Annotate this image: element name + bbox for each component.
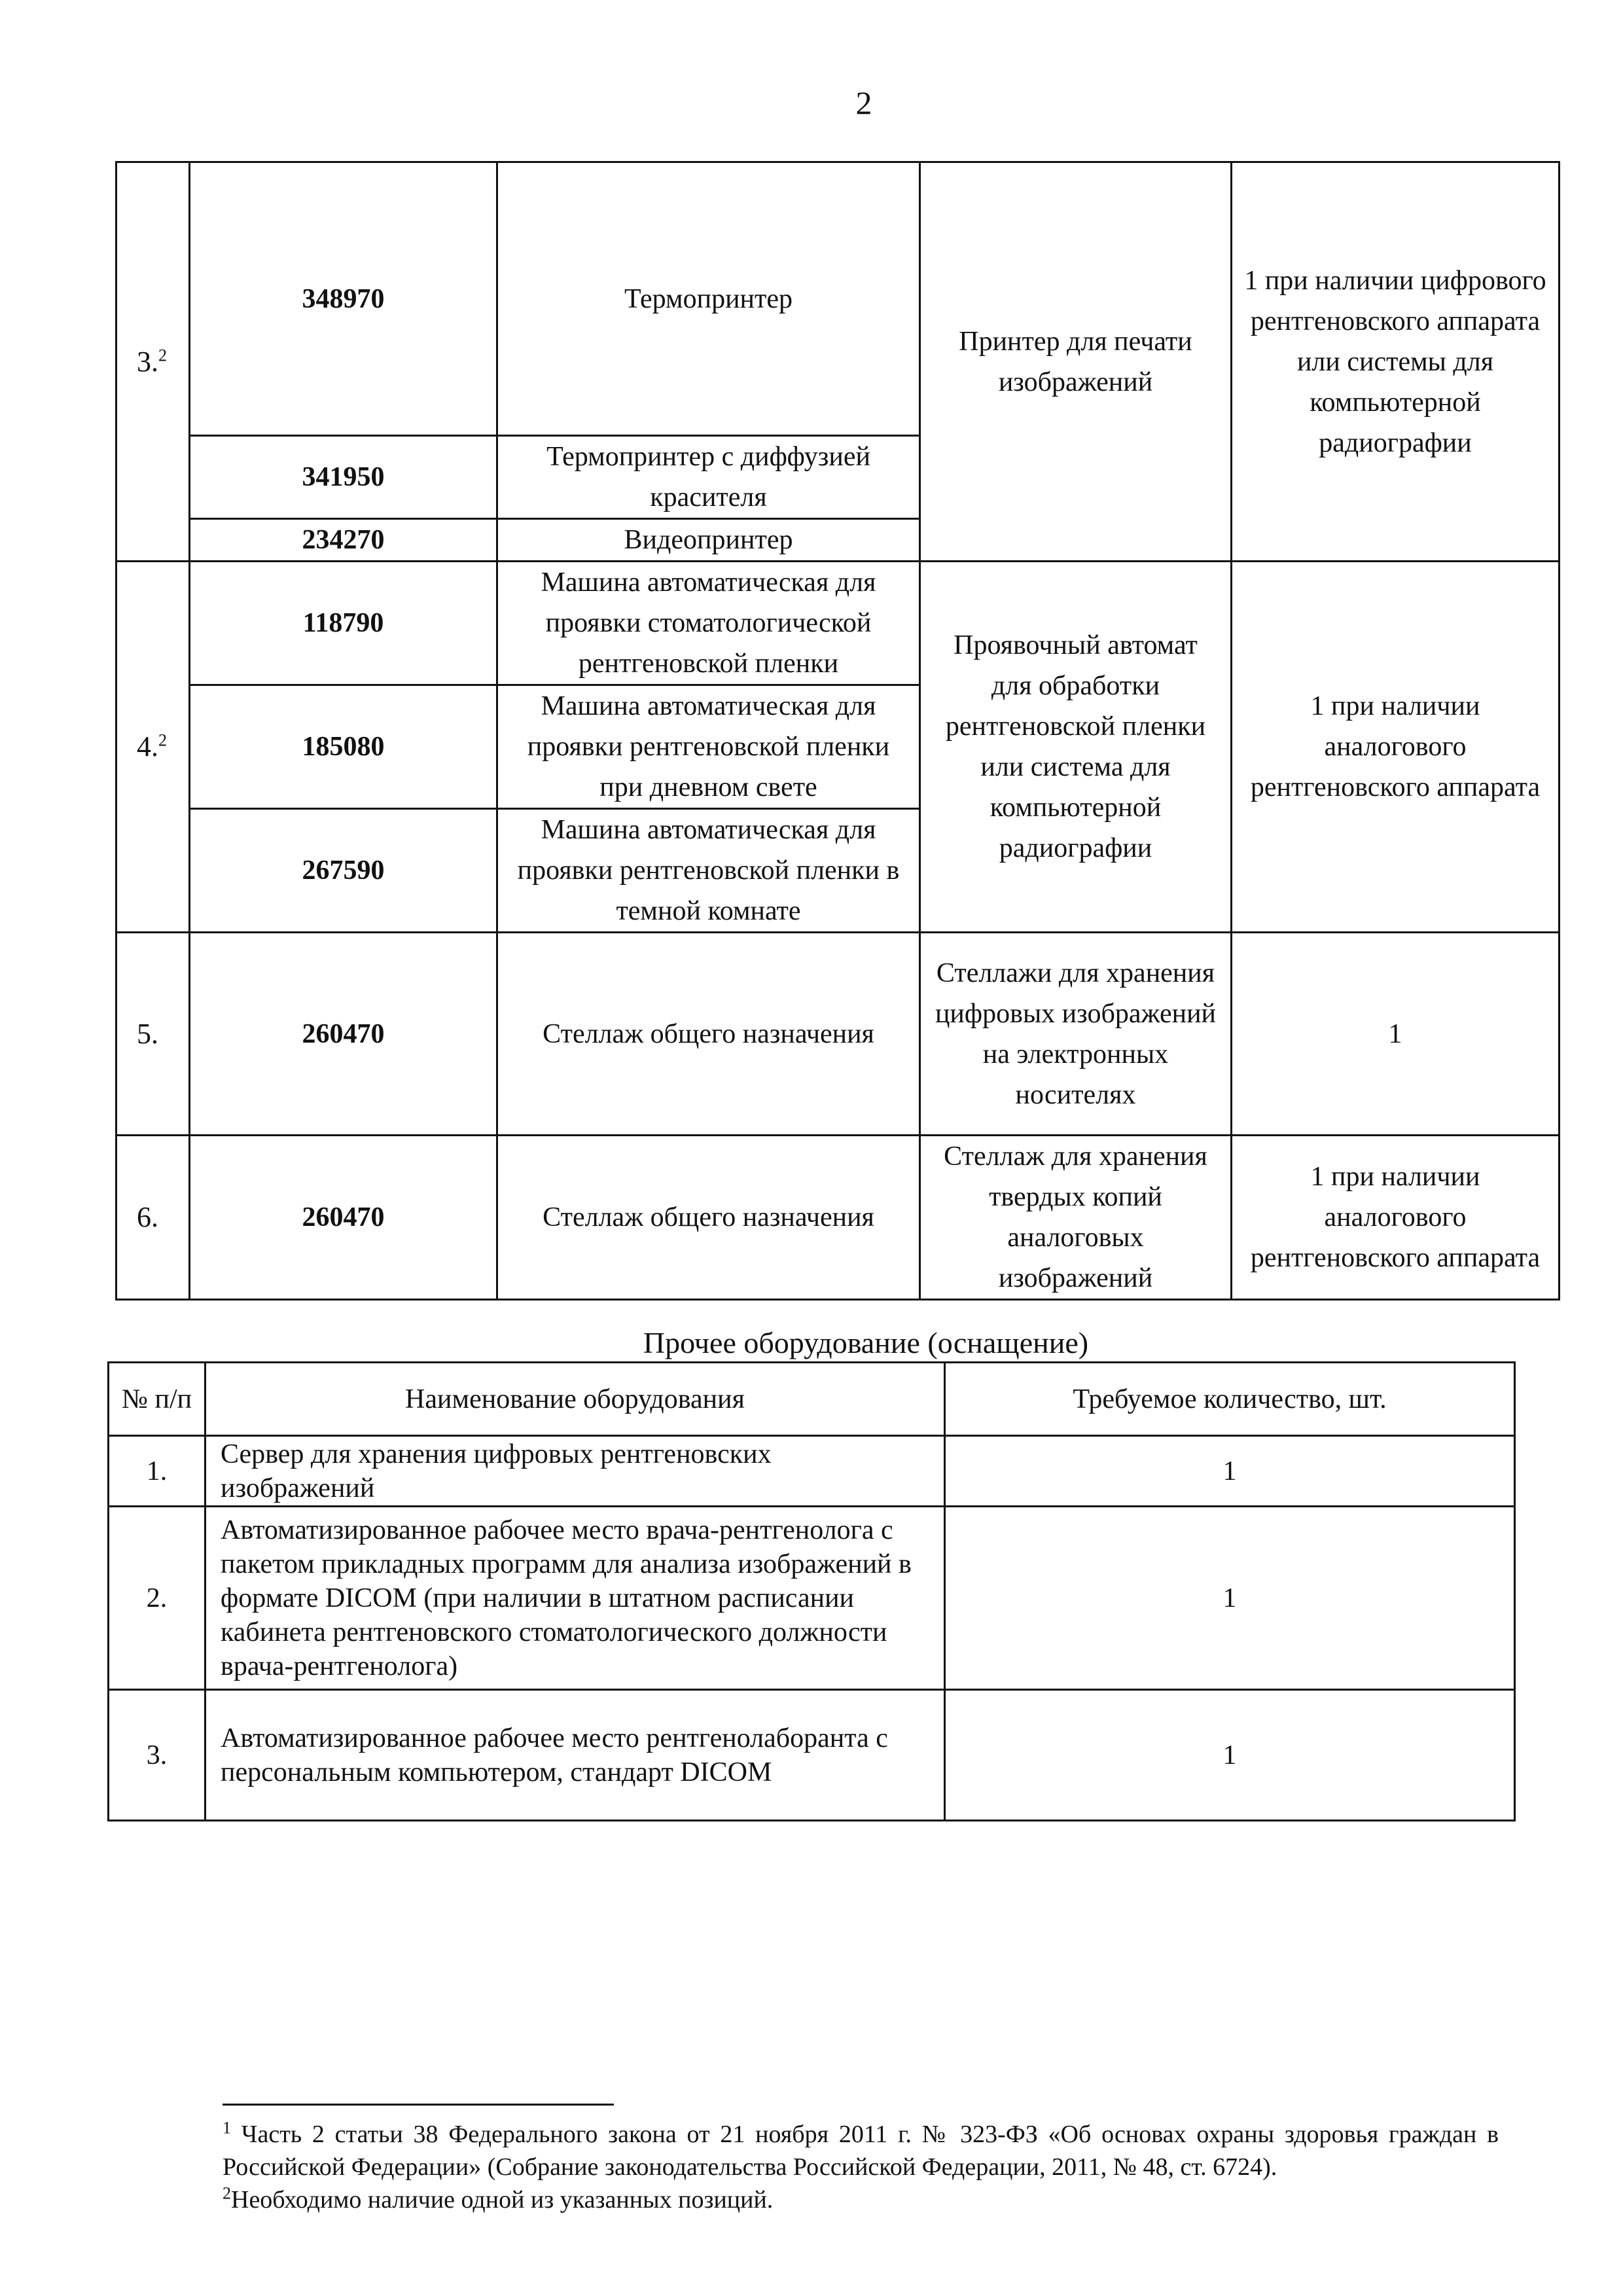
table-row xyxy=(116,162,1560,436)
equipment-quantity: 1 при наличии аналогового рентгеновского аппарата xyxy=(1232,1136,1560,1300)
equipment-code: 341950 xyxy=(190,436,497,519)
equipment-code: 118790 xyxy=(190,562,497,685)
table-header-row xyxy=(109,1363,1515,1436)
table-row xyxy=(116,933,1560,1136)
equipment-name: Сервер для хранения цифровых рентгеновских изображений xyxy=(205,1436,945,1507)
row-number: 4.$^2$ xyxy=(116,562,190,933)
header-qty: Требуемое количество, шт. xyxy=(945,1363,1515,1436)
equipment-name: Стеллаж общего назначения xyxy=(497,933,920,1136)
equipment-quantity: 1 xyxy=(945,1690,1515,1821)
equipment-name: Машина автоматическая для проявки рентгеновской пленки в темной комнате xyxy=(497,809,920,933)
equipment-table xyxy=(115,161,1560,1300)
row-number: 1. xyxy=(109,1436,205,1507)
equipment-code: 234270 xyxy=(190,519,497,562)
footnote-divider xyxy=(223,2104,614,2106)
page-number: 2 xyxy=(855,84,872,121)
row-number: 5. xyxy=(116,933,190,1136)
equipment-code: 260470 xyxy=(190,1136,497,1300)
header-num: № п/п xyxy=(109,1363,205,1436)
equipment-description: Проявочный автомат для обработки рентгеновской пленки или система для компьютерной радиографии xyxy=(920,562,1232,933)
equipment-description: Стеллажи для хранения цифровых изображений на электронных носителях xyxy=(920,933,1232,1136)
equipment-description: Стеллаж для хранения твердых копий аналоговых изображений xyxy=(920,1136,1232,1300)
table-row xyxy=(109,1690,1515,1821)
equipment-name: Автоматизированное рабочее место рентгенолаборанта с персональным компьютером, стандарт DICOM xyxy=(205,1690,945,1821)
equipment-code: 348970 xyxy=(190,162,497,436)
equipment-code: 260470 xyxy=(190,933,497,1136)
equipment-name: Машина автоматическая для проявки стоматологической рентгеновской пленки xyxy=(497,562,920,685)
table-row xyxy=(116,1136,1560,1300)
table-row xyxy=(109,1436,1515,1507)
section-title: Прочее оборудование (оснащение) xyxy=(643,1326,1089,1359)
table-row xyxy=(116,562,1560,685)
header-name: Наименование оборудования xyxy=(205,1363,945,1436)
equipment-name: Машина автоматическая для проявки рентгеновской пленки при дневном свете xyxy=(497,685,920,809)
footnote-2: $^2$Необходимо наличие одной из указанных позиций. xyxy=(223,2183,774,2214)
equipment-name: Термопринтер xyxy=(497,162,920,436)
equipment-name: Стеллаж общего назначения xyxy=(497,1136,920,1300)
equipment-quantity: 1 при наличии аналогового рентгеновского аппарата xyxy=(1232,562,1560,933)
equipment-code: 267590 xyxy=(190,809,497,933)
other-equipment-table xyxy=(107,1361,1516,1821)
equipment-code: 185080 xyxy=(190,685,497,809)
row-number: 6. xyxy=(116,1136,190,1300)
row-number: 3.$^2$ xyxy=(116,162,190,562)
footnote-1: $^1$ Часть 2 статьи 38 Федерального закона от 21 ноября 2011 г. № 323-ФЗ «Об основах охраны здоровья граждан в Российской Федерации» (Собрание законодательства Российской Федерации, 2011, № 48, ст. 6724). xyxy=(223,2118,1499,2181)
equipment-name: Термопринтер с диффузией красителя xyxy=(497,436,920,519)
equipment-quantity: 1 xyxy=(945,1507,1515,1690)
row-number: 3. xyxy=(109,1690,205,1821)
equipment-quantity: 1 xyxy=(945,1436,1515,1507)
equipment-name: Автоматизированное рабочее место врача-рентгенолога с пакетом прикладных программ для анализа изображений в формате DICOM (при наличии в штатном расписании кабинета рентгеновского стоматологического должности врача-рентгенолога) xyxy=(205,1507,945,1690)
equipment-quantity: 1 при наличии цифрового рентгеновского аппарата или системы для компьютерной радиографии xyxy=(1232,162,1560,562)
footnotes xyxy=(223,2118,1499,2216)
table-row xyxy=(109,1507,1515,1690)
equipment-quantity: 1 xyxy=(1232,933,1560,1136)
equipment-description: Принтер для печати изображений xyxy=(920,162,1232,562)
row-number: 2. xyxy=(109,1507,205,1690)
equipment-name: Видеопринтер xyxy=(497,519,920,562)
